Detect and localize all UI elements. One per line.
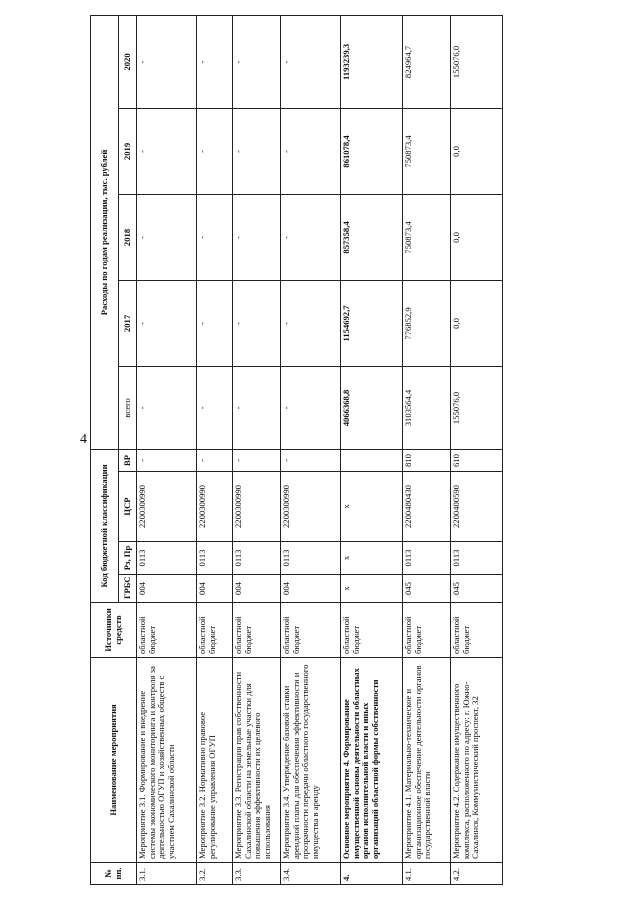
row-2017: - (197, 280, 233, 366)
row-source: областной бюджет (197, 603, 233, 658)
row-grbs: 045 (451, 575, 503, 603)
row-total: - (137, 366, 197, 449)
row-source: областной бюджет (341, 603, 403, 658)
row-total: 155076,0 (451, 366, 503, 449)
row-name: Мероприятие 3.4. Утверждение базовой ставки арендной платы для обеспечения эффективности и прозрачности передачи областного государственного имущества в аренду (281, 658, 341, 863)
row-2019: - (137, 108, 197, 194)
row-total: - (281, 366, 341, 449)
row-csr: 2200300990 (281, 472, 341, 542)
row-rzpr: x (341, 542, 403, 575)
row-source: областной бюджет (281, 603, 341, 658)
row-2018: - (281, 194, 341, 280)
row-no: 3.3. (233, 863, 281, 885)
row-rzpr: 0113 (451, 542, 503, 575)
row-vr: - (281, 449, 341, 471)
header-2020: 2020 (119, 15, 137, 108)
table-row (403, 15, 451, 884)
row-no: 4. (341, 863, 403, 885)
header-expenses-group: Расходы по годам реализации, тыс. рублей (91, 15, 119, 449)
row-name: Мероприятие 4.2. Содержание имущественного комплекса, расположенного по адресу: г. Южно-Сахалинск, Коммунистический проспект, 32 (451, 658, 503, 863)
row-2020: 824964,7 (403, 15, 451, 108)
table-row (281, 15, 341, 884)
row-2019: - (281, 108, 341, 194)
header-2018: 2018 (119, 194, 137, 280)
row-2019: - (197, 108, 233, 194)
row-2017: - (233, 280, 281, 366)
header-grbs: ГРБС (119, 575, 137, 603)
header-total: всего (119, 366, 137, 449)
row-name: Мероприятие 4.1. Материально-техническое и организационное обеспечение деятельности органов государственной власти (403, 658, 451, 863)
row-no: 3.4. (281, 863, 341, 885)
row-vr: - (233, 449, 281, 471)
row-vr: - (137, 449, 197, 471)
header-code-group: Код бюджетной классификации (91, 449, 119, 602)
row-rzpr: 0113 (197, 542, 233, 575)
row-name: Мероприятие 3.1. Формирование и внедрение системы экономического мониторинга и контроля за деятельностью ОГУП и хозяйственных обществ с участием Сахалинской области (137, 658, 197, 863)
row-2018: - (197, 194, 233, 280)
row-2017: 1154692,7 (341, 280, 403, 366)
row-2017: 776852,9 (403, 280, 451, 366)
header-vr: ВР (119, 449, 137, 471)
row-2017: - (281, 280, 341, 366)
row-csr: x (341, 472, 403, 542)
row-no: 3.2. (197, 863, 233, 885)
row-2020: 1193239,3 (341, 15, 403, 108)
row-csr: 2200300990 (233, 472, 281, 542)
row-2019: - (233, 108, 281, 194)
row-2020: - (137, 15, 197, 108)
row-2019: 0,0 (451, 108, 503, 194)
row-vr: - (197, 449, 233, 471)
row-csr: 2200480430 (403, 472, 451, 542)
row-2018: 857358,4 (341, 194, 403, 280)
row-2019: 750873,4 (403, 108, 451, 194)
row-total: 3103564,4 (403, 366, 451, 449)
row-2020: 155076,0 (451, 15, 503, 108)
header-rzpr: Рз, Пр (119, 542, 137, 575)
row-rzpr: 0113 (281, 542, 341, 575)
row-2018: - (137, 194, 197, 280)
row-csr: 2200300990 (137, 472, 197, 542)
header-row-1 (91, 15, 119, 884)
row-rzpr: 0113 (137, 542, 197, 575)
row-name: Мероприятие 3.3. Регистрация прав собственности Сахалинской области на земельные участки для повышения эффективности их целевого использования (233, 658, 281, 863)
table-row (451, 15, 503, 884)
row-grbs: 045 (403, 575, 451, 603)
row-grbs: 004 (197, 575, 233, 603)
header-source: Источники средств (91, 603, 137, 658)
row-total: - (233, 366, 281, 449)
budget-table (90, 15, 503, 885)
row-2020: - (233, 15, 281, 108)
row-csr: 2200400590 (451, 472, 503, 542)
row-total: - (197, 366, 233, 449)
row-source: областной бюджет (137, 603, 197, 658)
page-number: 4 (80, 432, 87, 447)
header-csr: ЦСР (119, 472, 137, 542)
rotated-table-container (90, 20, 520, 885)
table-row (341, 15, 403, 884)
row-vr: 610 (451, 449, 503, 471)
row-rzpr: 0113 (403, 542, 451, 575)
row-source: областной бюджет (403, 603, 451, 658)
header-2019: 2019 (119, 108, 137, 194)
row-2020: - (281, 15, 341, 108)
table-row (137, 15, 197, 884)
row-2017: 0,0 (451, 280, 503, 366)
row-vr (341, 449, 403, 471)
row-2018: 0,0 (451, 194, 503, 280)
row-2018: - (233, 194, 281, 280)
row-source: областной бюджет (451, 603, 503, 658)
row-csr: 2200300990 (197, 472, 233, 542)
row-grbs: 004 (281, 575, 341, 603)
row-rzpr: 0113 (233, 542, 281, 575)
table-row (197, 15, 233, 884)
row-name: Мероприятие 3.2. Нормативно правовое регулирование управления ОГУП (197, 658, 233, 863)
row-2020: - (197, 15, 233, 108)
row-no: 4.1. (403, 863, 451, 885)
header-no: № пп. (91, 863, 137, 885)
row-grbs: x (341, 575, 403, 603)
row-no: 4.2. (451, 863, 503, 885)
row-2017: - (137, 280, 197, 366)
row-2019: 861078,4 (341, 108, 403, 194)
row-source: областной бюджет (233, 603, 281, 658)
table-row (233, 15, 281, 884)
row-name: Основное мероприятие 4. Формирование имущественной основы деятельности областных органов исполнительной власти и иных организаций областной формы собственности (341, 658, 403, 863)
row-2018: 750873,4 (403, 194, 451, 280)
row-total: 4066368,8 (341, 366, 403, 449)
header-name: Наименование мероприятия (91, 658, 137, 863)
row-no: 3.1. (137, 863, 197, 885)
row-grbs: 004 (137, 575, 197, 603)
header-2017: 2017 (119, 280, 137, 366)
row-grbs: 004 (233, 575, 281, 603)
row-vr: 810 (403, 449, 451, 471)
